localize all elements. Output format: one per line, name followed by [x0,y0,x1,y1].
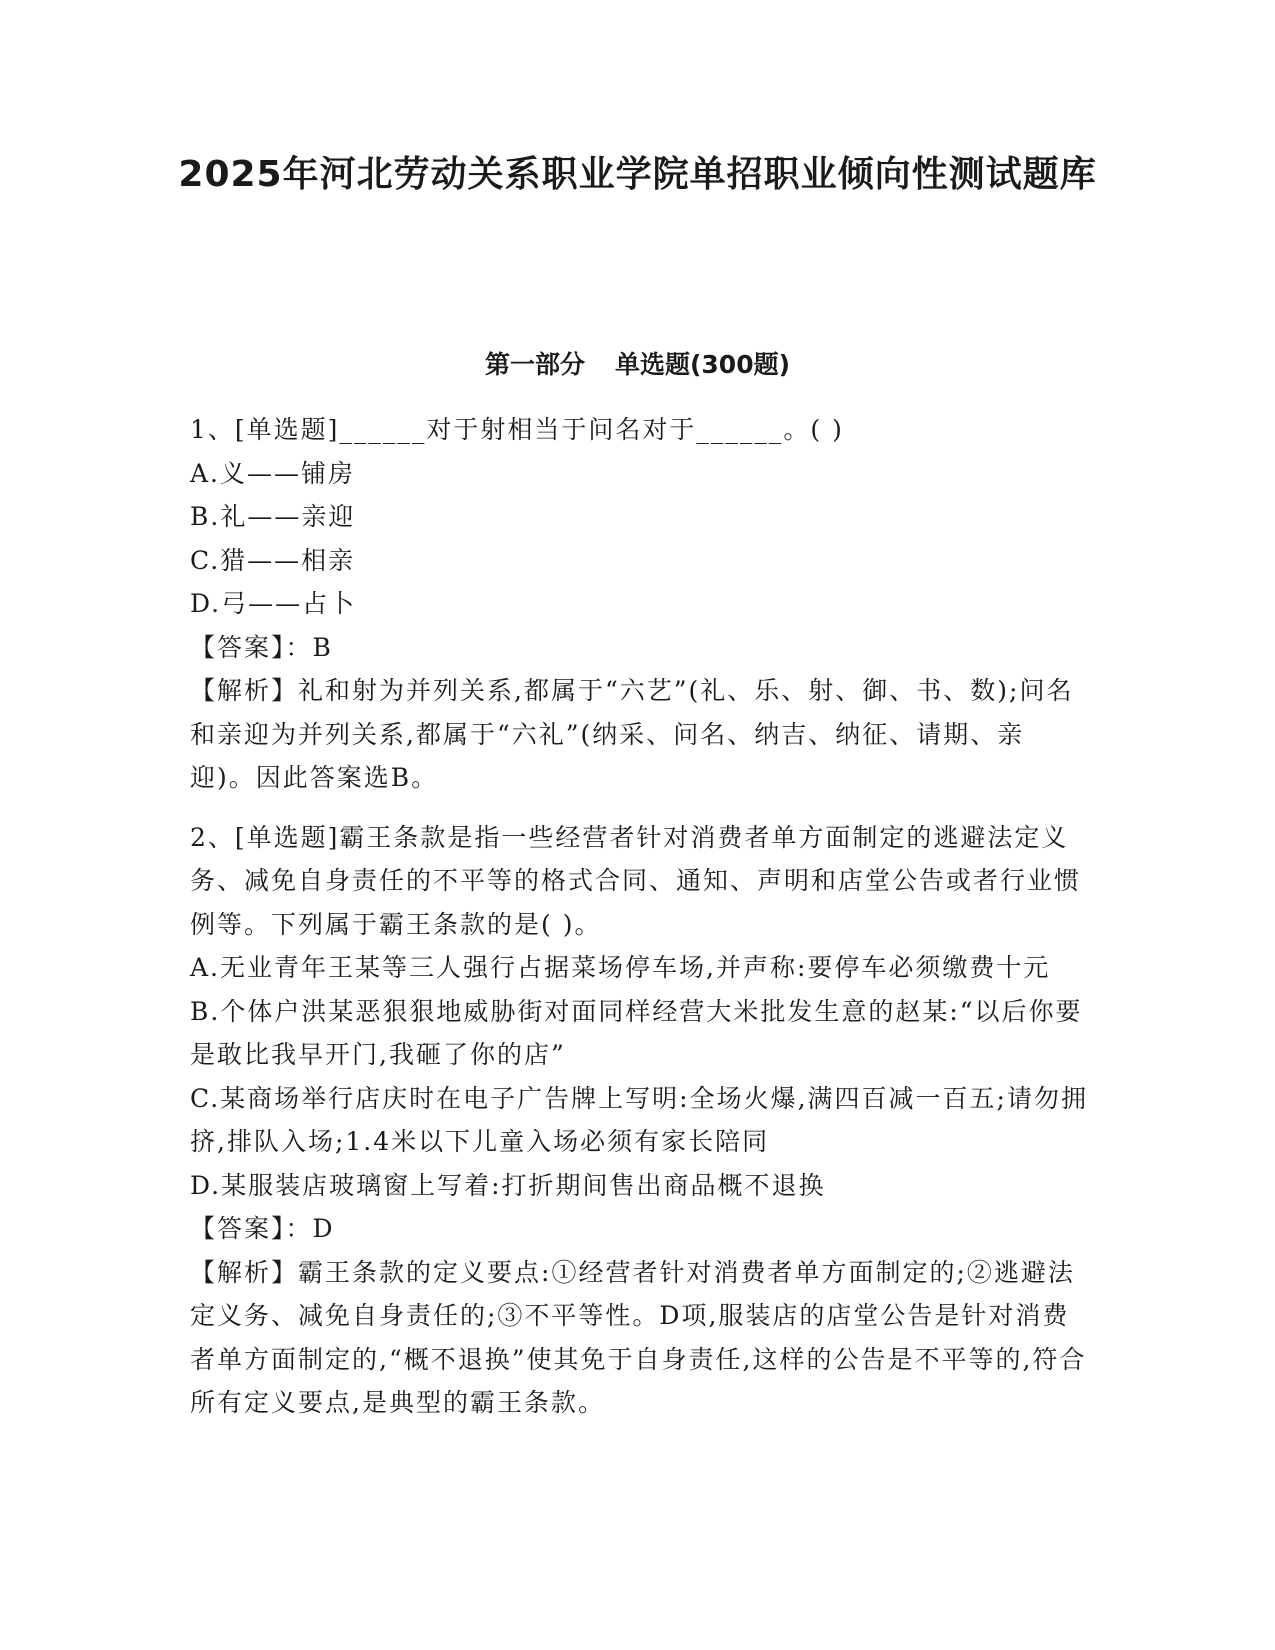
analysis-text: 霸王条款的定义要点:①经营者针对消费者单方面制定的;②逃避法定义务、减免自身责任的;③不平等性。D项,服装店的店堂公告是针对消费者单方面制定的,“概不退换”使其免于自身责任,这样的公告是不平等的,符合所有定义要点,是典型的霸王条款。 [190,1257,1087,1417]
section-heading [0,347,1275,383]
answer-line [190,1207,1090,1251]
option-b: B.个体户洪某恶狠狠地威胁街对面同样经营大米批发生意的赵某:“以后你要是敢比我早开门,我砸了你的店” [190,996,1083,1069]
option-a: A.义——铺房 [190,458,356,488]
option-d: D.弓——占卜 [190,589,357,618]
answer-value: ：B [285,632,333,662]
section-type-label: 单选题(300题) [614,350,791,379]
analysis-label: 【解析】 [190,676,299,705]
option-b: B.礼——亲迎 [190,502,356,531]
answer-label: 【答案】 [190,1214,286,1243]
option-a: A.无业青年王某等三人强行占据菜场停车场,并声称:要停车必须缴费十元 [190,953,1051,982]
question-item [190,816,1090,1425]
answer-value: ：D [285,1214,335,1243]
answer-label: 【答案】 [190,632,286,662]
document-title: 2025年河北劳动关系职业学院单招职业倾向性测试题库 [178,154,1097,195]
analysis-text: 礼和射为并列关系,都属于“六艺”(礼、乐、射、御、书、数);问名和亲迎为并列关系,都属于“六礼”(纳采、问名、纳吉、纳征、请期、亲迎)。因此答案选B。 [190,676,1074,792]
question-item [190,408,1090,800]
option-c: C.猎——相亲 [190,545,356,575]
answer-line [190,626,1090,670]
analysis-line [190,669,1090,800]
option-c: C.某商场举行店庆时在电子广告牌上写明:全场火爆,满四百减一百五;请勿拥挤,排队入场;1.4米以下儿童入场必须有家长陪同 [190,1083,1088,1156]
analysis-label: 【解析】 [190,1257,299,1287]
analysis-line [190,1251,1090,1425]
question-stem: 2、[单选题]霸王条款是指一些经营者针对消费者单方面制定的逃避法定义务、减免自身责任的不平等的格式合同、通知、声明和店堂公告或者行业惯例等。下列属于霸王条款的是( )。 [190,822,1082,939]
question-stem: 1、[单选题]______对于射相当于问名对于______。( ) [190,415,844,444]
option-d: D.某服装店玻璃窗上写着:打折期间售出商品概不退换 [190,1170,826,1200]
question-list [190,408,1090,1441]
section-part-label: 第一部分 [484,350,585,379]
